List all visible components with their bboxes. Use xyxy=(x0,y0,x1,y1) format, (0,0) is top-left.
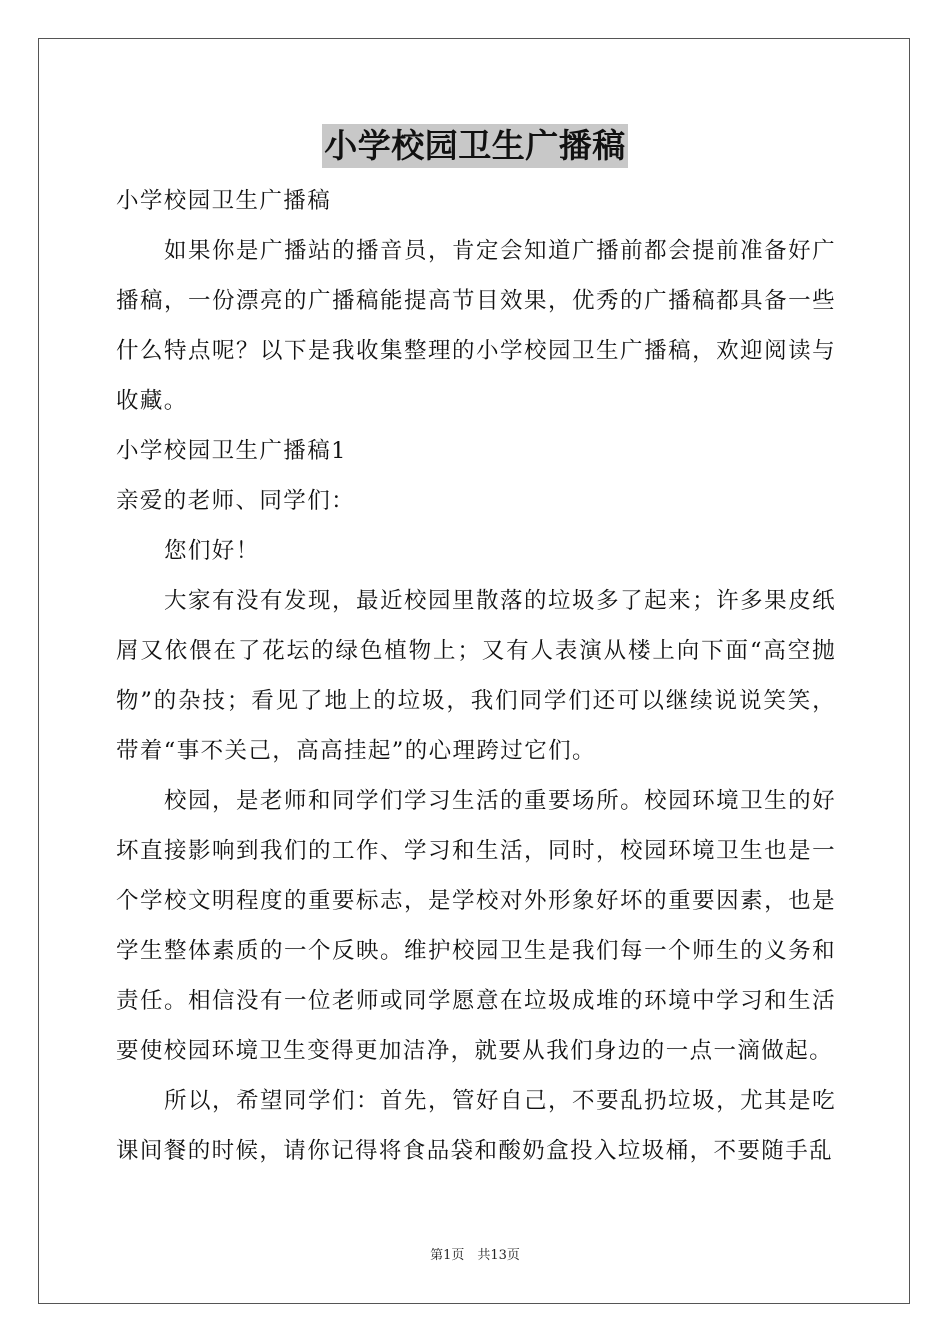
page-number: 第1页 共13页 xyxy=(430,1248,520,1263)
page-footer xyxy=(0,1246,950,1266)
body-paragraph: 大家有没有发现，最近校园里散落的垃圾多了起来；许多果皮纸屑又依偎在了花坛的绿色植物上；又有人表演从楼上向下面“高空抛物”的杂技；看见了地上的垃圾，我们同学们还可以继续说说笑笑，带着“事不关己，高高挂起”的心理跨过它们。 xyxy=(116,588,836,764)
body-paragraph: 校园，是老师和同学们学习生活的重要场所。校园环境卫生的好坏直接影响到我们的工作、学习和生活，同时，校园环境卫生也是一个学校文明程度的重要标志，是学校对外形象好坏的重要因素，也是学生整体素质的一个反映。维护校园卫生是我们每一个师生的义务和责任。相信没有一位老师或同学愿意在垃圾成堆的环境中学习和生活要使校园环境卫生变得更加洁净，就要从我们身边的一点一滴做起。 xyxy=(116,788,836,1064)
document-title: 小学校园卫生广播稿 xyxy=(322,124,628,168)
salutation: 亲爱的老师、同学们： xyxy=(116,488,356,514)
document-body xyxy=(116,176,836,1176)
body-paragraph: 所以，希望同学们：首先，管好自己，不要乱扔垃圾，尤其是吃课间餐的时候，请你记得将食品袋和酸奶盒投入垃圾桶，不要随手乱 xyxy=(116,1088,836,1164)
subtitle-line: 小学校园卫生广播稿 xyxy=(116,188,332,214)
intro-paragraph: 如果你是广播站的播音员，肯定会知道广播前都会提前准备好广播稿，一份漂亮的广播稿能提高节目效果，优秀的广播稿都具备一些什么特点呢？以下是我收集整理的小学校园卫生广播稿，欢迎阅读与收藏。 xyxy=(116,238,836,414)
section-heading: 小学校园卫生广播稿1 xyxy=(116,438,347,464)
title-container xyxy=(0,124,950,168)
greeting: 您们好！ xyxy=(164,538,260,564)
